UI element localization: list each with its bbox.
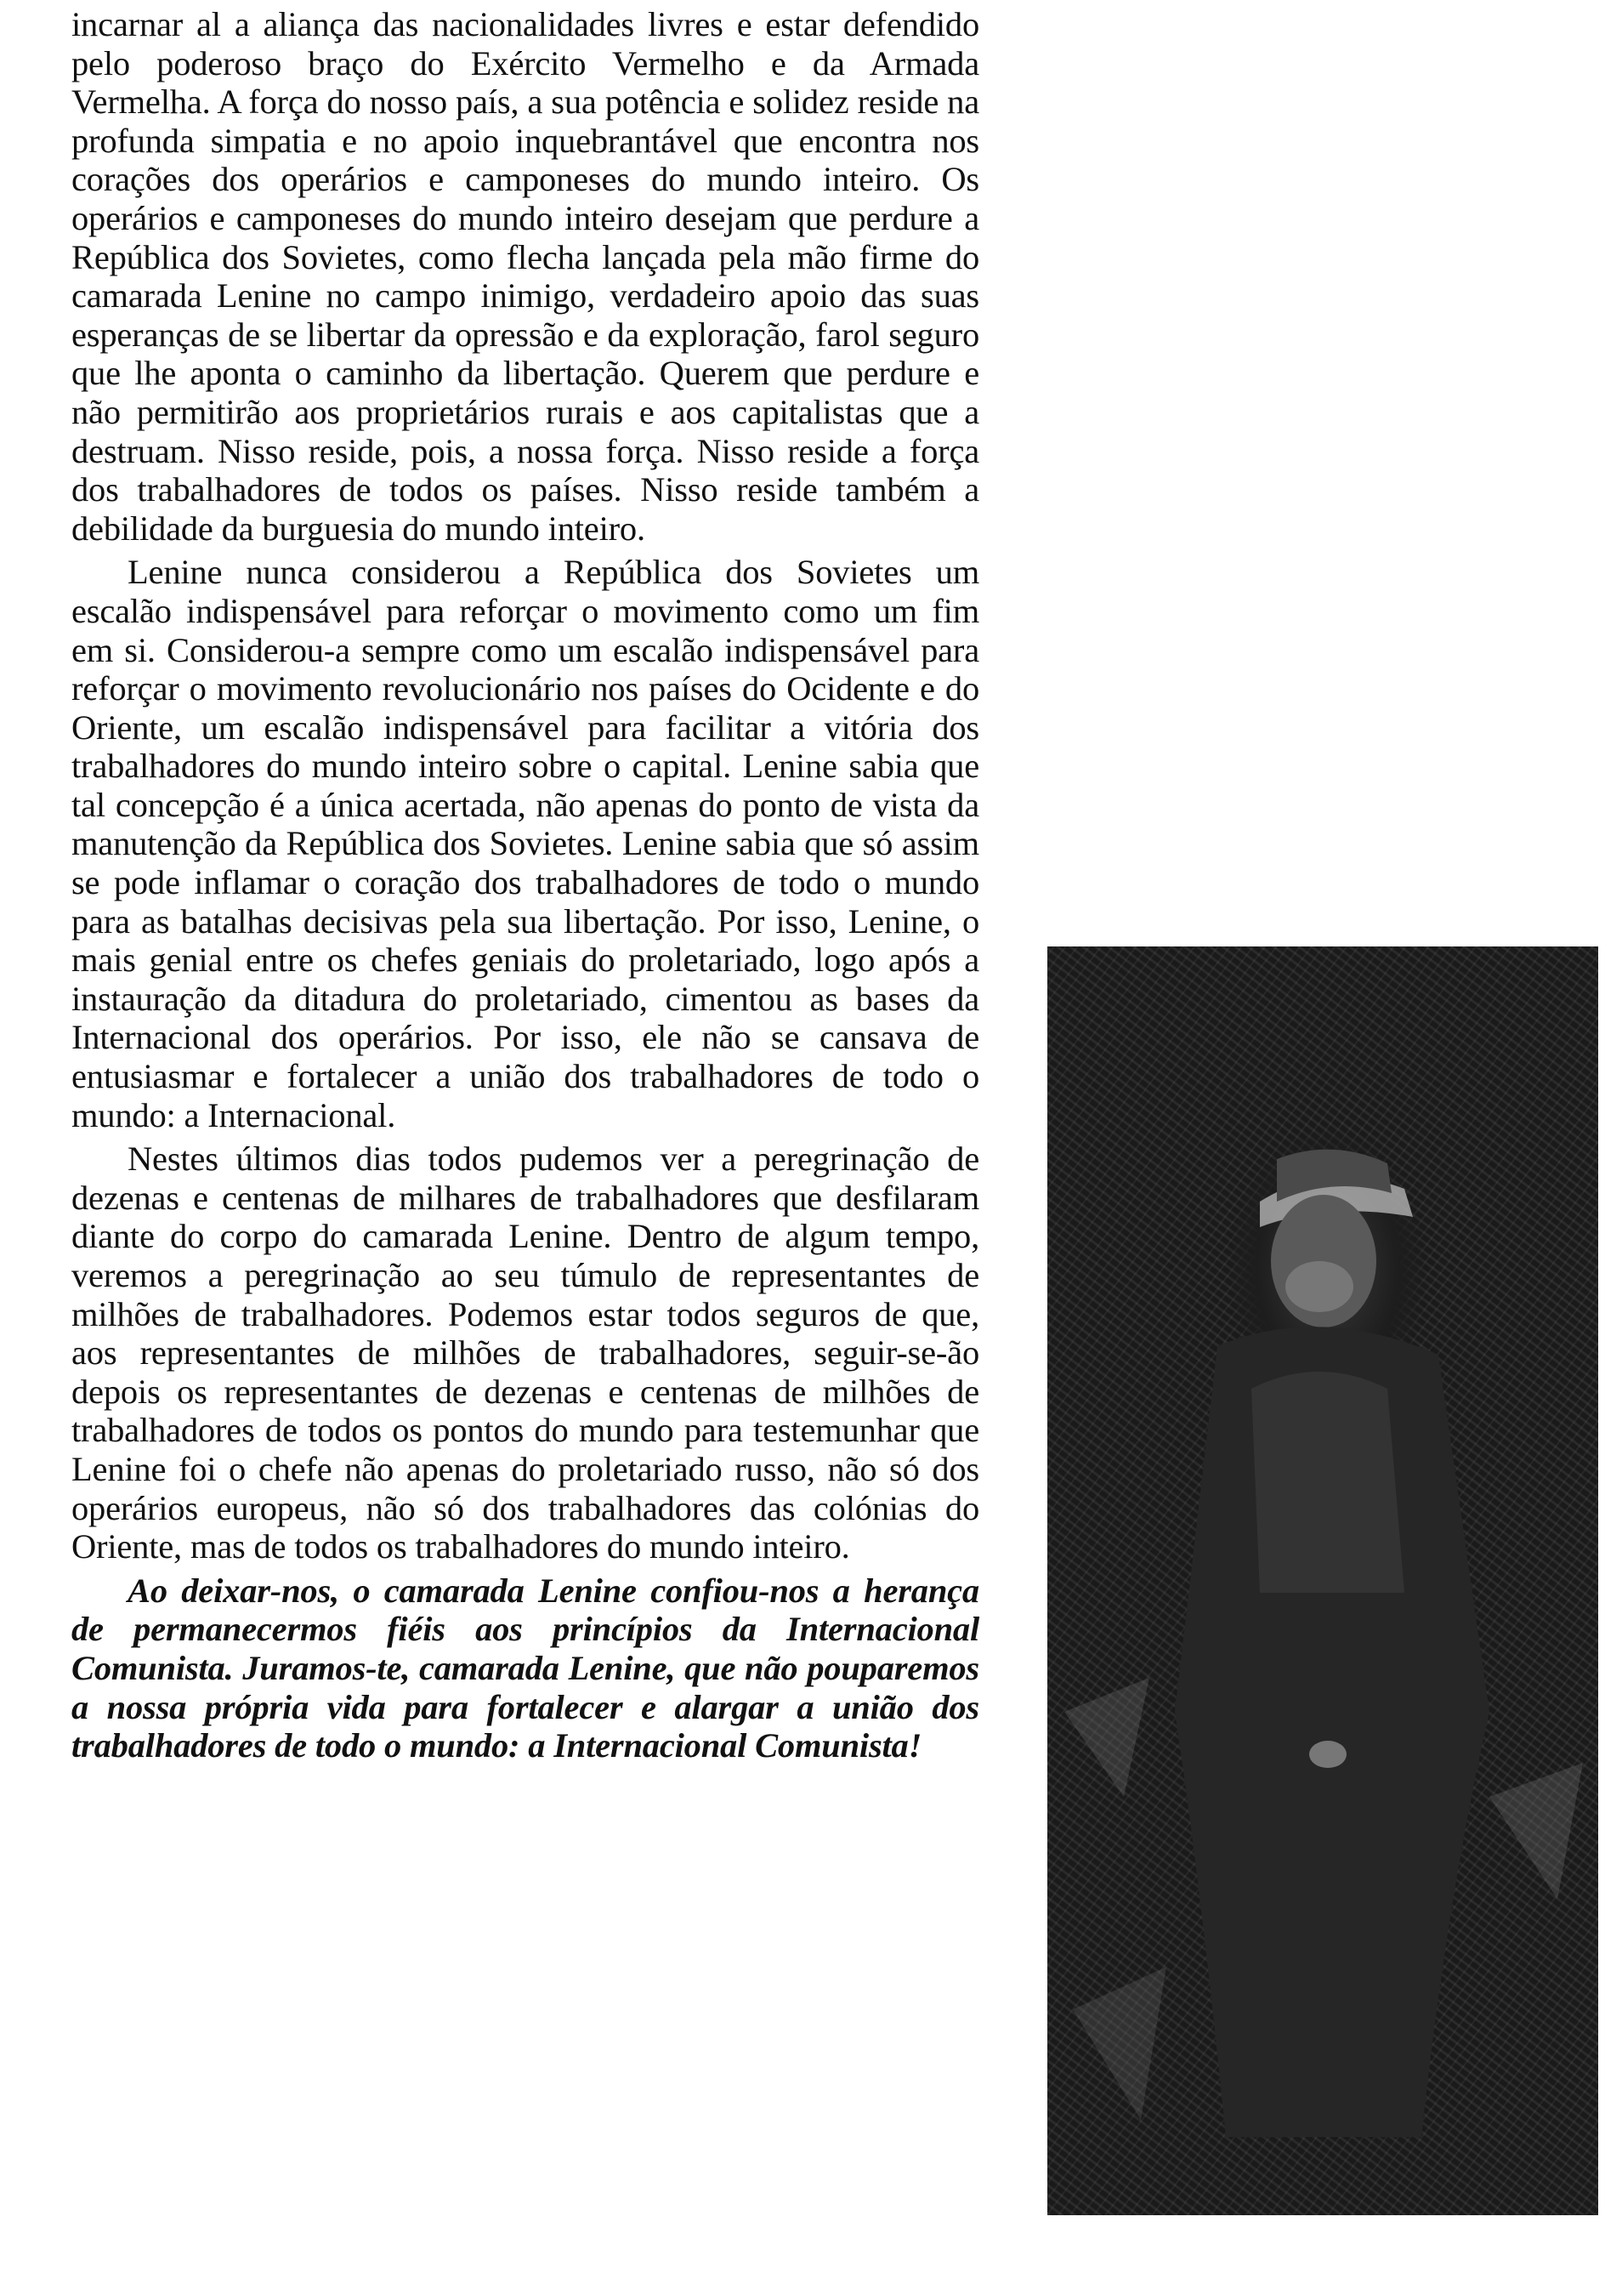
paragraph-4-oath: Ao deixar-nos, o camarada Lenine confiou-nos a herança de permanecermos fiéis aos princípios da Internacional Comunista. Juramos-te, camarada Lenine, que não pouparemos a nossa própria vida para fortalecer e alargar a união dos trabalhadores de todo o mundo: a Internacional Comunista! — [71, 1571, 979, 1765]
photo-figure-icon — [1047, 946, 1598, 2215]
photograph-of-lenin-icon — [1047, 946, 1598, 2215]
paragraph-2: Lenine nunca considerou a República dos Sovietes um escalão indispensável para reforçar o movimento como um fim em si. Considerou-a sempre como um escalão indispensável para reforçar o movimento revolucionário nos países do Ocidente e do Oriente, um escalão indispensável para facilitar a vitória dos trabalhadores do mundo inteiro sobre o capital. Lenine sabia que tal concepção é a única acertada, não apenas do ponto de vista da manutenção da República dos Sovietes. Lenine sabia que só assim se pode inflamar o coração dos trabalhadores de todo o mundo para as batalhas decisivas pela sua libertação. Por isso, Lenine, o mais genial entre os chefes geniais do proletariado, logo após a instauração da ditadura do proletariado, cimentou as bases da Internacional dos operários. Por isso, ele não se cansava de entusiasmar e fortalecer a união dos trabalhadores de todo o mundo: a Internacional. — [71, 553, 979, 1134]
article-text — [71, 5, 979, 1765]
paragraph-1: incarnar al a aliança das nacionalidades livres e estar defendido pelo poderoso braço do Exército Vermelho e da Armada Vermelha. A força do nosso país, a sua potência e solidez reside na profunda simpatia e no apoio inquebrantável que encontra nos corações dos operários e camponeses do mundo inteiro. Os operários e camponeses do mundo inteiro desejam que perdure a República dos Sovietes, como flecha lançada pela mão firme do camarada Lenine no campo inimigo, verdadeiro apoio das suas esperanças de se libertar da opressão e da exploração, farol seguro que lhe aponta o caminho da libertação. Querem que perdure e não permitirão aos proprietários rurais e aos capitalistas que a destruam. Nisso reside, pois, a nossa força. Nisso reside a força dos trabalhadores de todos os países. Nisso reside também a debilidade da burguesia do mundo inteiro. — [71, 5, 979, 548]
paragraph-3: Nestes últimos dias todos pudemos ver a peregrinação de dezenas e centenas de milhares de trabalhadores que desfilaram diante do corpo do camarada Lenine. Dentro de algum tempo, veremos a peregrinação ao seu túmulo de representantes de milhões de trabalhadores. Podemos estar todos seguros de que, aos representantes de milhões de trabalhadores, seguir-se-ão depois os representantes de dezenas e centenas de milhões de trabalhadores de todos os pontos do mundo para testemunhar que Lenine foi o chefe não apenas do proletariado russo, não só dos operários europeus, não só dos trabalhadores das colónias do Oriente, mas de todos os trabalhadores do mundo inteiro. — [71, 1139, 979, 1566]
